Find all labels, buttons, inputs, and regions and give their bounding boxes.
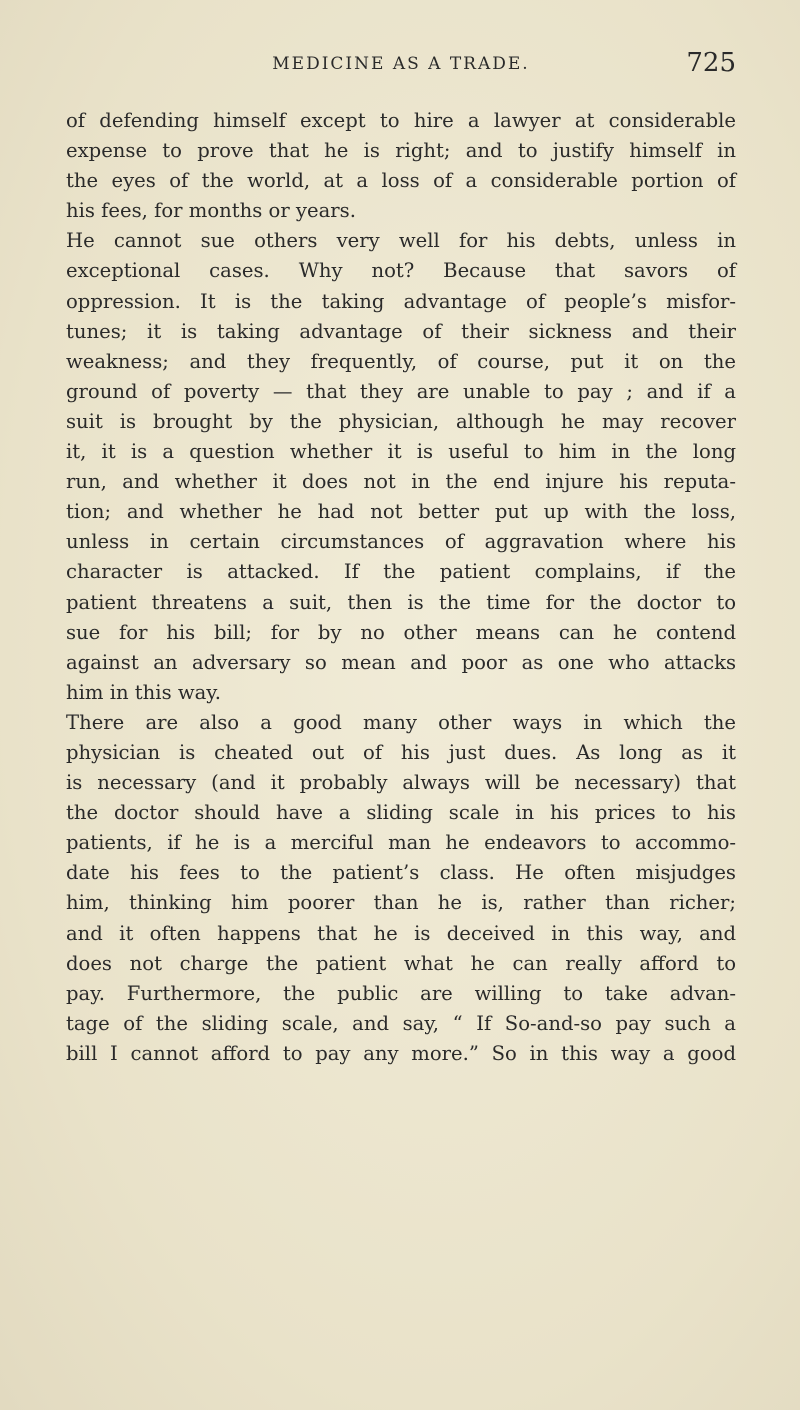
text-line: tunes; it is taking advantage of their sickness and their <box>66 319 736 343</box>
text-line: the eyes of the world, at a loss of a considerable portion of <box>66 169 736 193</box>
text-line: oppression. It is the taking advantage of people’s misfor- <box>66 289 736 313</box>
text-line: is necessary (and it probably always will be necessary) that <box>66 771 736 795</box>
text-line: sue for his bill; for by no other means can he contend <box>66 620 736 644</box>
text-line: does not charge the patient what he can really afford to <box>66 951 736 975</box>
text-line: physician is cheated out of his just dues. As long as it <box>66 740 736 764</box>
text-line: tion; and whether he had not better put up with the loss, <box>66 500 736 524</box>
text-line: pay. Furthermore, the public are willing to take advan- <box>66 981 736 1005</box>
text-line: unless in certain circumstances of aggravation where his <box>66 530 736 554</box>
paragraph <box>66 226 736 708</box>
text-line: the doctor should have a sliding scale in his prices to his <box>66 801 736 825</box>
text-line: exceptional cases. Why not? Because that savors of <box>66 259 736 283</box>
paragraph <box>66 106 736 226</box>
text-line: bill I cannot afford to pay any more.” So in this way a good <box>66 1041 736 1065</box>
text-line: him, thinking him poorer than he is, rather than richer; <box>66 891 736 915</box>
body-text <box>66 106 736 1069</box>
page-number: 725 <box>686 48 736 78</box>
text-line: ground of poverty — that they are unable to pay ; and if a <box>66 379 736 403</box>
text-line: tage of the sliding scale, and say, “ If So-and-so pay such a <box>66 1011 736 1035</box>
text-line: of defending himself except to hire a lawyer at considerable <box>66 109 736 132</box>
running-title: MEDICINE AS A TRADE. <box>272 54 530 74</box>
text-line: and it often happens that he is deceived in this way, and <box>66 921 736 945</box>
text-line: date his fees to the patient’s class. He often misjudges <box>66 861 736 885</box>
text-line: his fees, for months or years. <box>66 199 356 223</box>
text-line: He cannot sue others very well for his debts, unless in <box>66 229 736 253</box>
text-line: weakness; and they frequently, of course, put it on the <box>66 349 736 373</box>
text-line: run, and whether it does not in the end injure his reputa- <box>66 470 736 494</box>
paragraph <box>66 708 736 1069</box>
text-line: patient threatens a suit, then is the time for the doctor to <box>66 590 736 614</box>
text-line: There are also a good many other ways in which the <box>66 710 736 734</box>
text-line: character is attacked. If the patient complains, if the <box>66 560 736 584</box>
text-line: expense to prove that he is right; and to justify himself in <box>66 139 736 163</box>
text-line: patients, if he is a merciful man he endeavors to accommo- <box>66 831 736 855</box>
page-header <box>66 48 736 88</box>
text-line: it, it is a question whether it is useful to him in the long <box>66 440 736 464</box>
text-line: suit is brought by the physician, although he may recover <box>66 409 736 433</box>
text-line: against an adversary so mean and poor as one who attacks <box>66 650 736 674</box>
text-line: him in this way. <box>66 680 221 704</box>
